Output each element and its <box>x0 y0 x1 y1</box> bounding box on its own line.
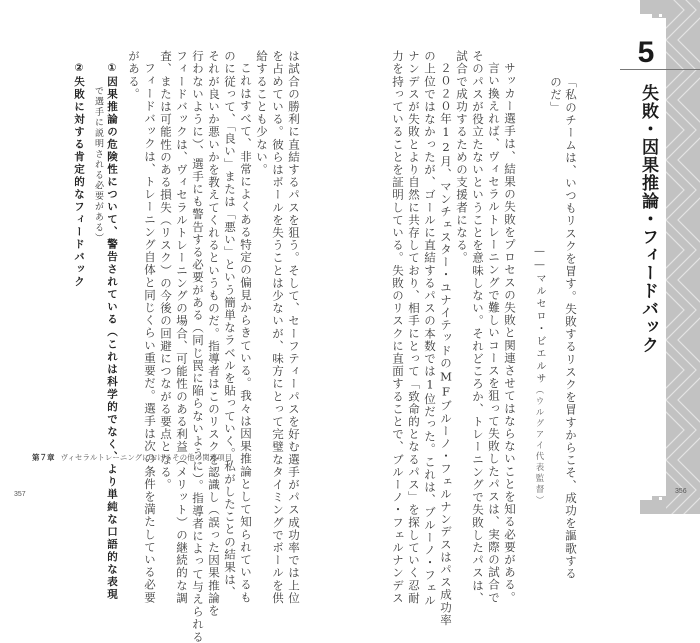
quote-author-note: （ウルグアイ代表監督） <box>534 385 544 507</box>
running-footer <box>32 452 232 463</box>
left-body-line: がある。 <box>127 50 141 101</box>
quote-author: ――マルセロ・ビエルサ <box>534 246 545 386</box>
left-body-line: 査、または可能性のある損失（リスク）の今後の回避につながる要点となる。 <box>159 50 173 491</box>
left-body-line: フィードバックは、トレーニング自体と同じくらい重要だ。選手は次の条件を満たしている必要 <box>143 62 157 604</box>
condition-item-2 <box>72 62 86 289</box>
right-body-line: ナンデスが失敗とより自然に共存しており、相手にとって「致命的となるパス」を探していく忍耐 <box>407 50 421 605</box>
footer-chapter-title: ヴィセラルトレーニングにおけるその他の関連項目 <box>60 453 233 462</box>
left-body-line: は試合の勝利に直結するパスを狙う。そして、セーフティーパスを好む選手がパス成功率では上位 <box>287 50 301 605</box>
right-body-line: 力を持っていることを証明している。失敗のリスクに直面することで、ブルーノ・フェルナンデス <box>391 50 405 605</box>
right-body-line: 試合で成功するための支援者になる。 <box>455 50 469 265</box>
page-number-left: 357 <box>14 491 26 498</box>
condition-text-1: 因果推論の危険性について、警告されている（これは科学的でなく、より単純な口語的な表現 <box>106 76 118 601</box>
notch-square-top <box>659 14 662 17</box>
notch-square-bottom <box>659 497 662 500</box>
left-body-line: それが良いか悪いかを教えてくれるというものだ。指導者はこのリスクを認識し（誤った因果推論を <box>207 50 221 617</box>
condition-marker-1: ① <box>106 62 118 76</box>
left-body-line: 行わないように）、選手にも警告する必要がある（同じ罠に陥らないように）。指導者によって与えられる <box>191 50 205 643</box>
band-notch-top <box>640 0 666 14</box>
chevron-pattern-icon <box>666 0 700 514</box>
band-notch-bottom <box>640 500 666 514</box>
condition-item-1 <box>105 62 119 601</box>
right-body-line: の上位ではなかったが、ゴールに直結するパスの本数では1位だった。これは、ブルーノ・フェル <box>423 50 437 607</box>
right-body-line: サッカー選手は、結果の失敗をプロセスの失敗と関連させてはならないことを知る必要がある。 <box>503 62 517 604</box>
left-body-line: フィードバックは、ヴィセラルトレーニングの場合、可能性のある利益（メリット）の継続的な調 <box>175 50 189 605</box>
quote-attribution <box>532 246 546 507</box>
chapter-band <box>666 0 700 514</box>
right-body-line: 言い換えれば、ヴィセラルトレーニングで難しいコースを狙って失敗したパスは、実際の試合で <box>487 62 501 604</box>
right-body-line: そのパスが役立たないということを意味しない。それどころか、トレーニングで失敗したパスは、 <box>471 50 485 605</box>
left-body-line: のに従って、「良い」または「悪い」という簡単なラベルを貼っていく。私がしたことの結果は、 <box>223 50 237 599</box>
chapter-rule <box>620 69 700 70</box>
chapter-title: 失敗・因果推論・フィードバック <box>638 84 658 354</box>
left-body-line: これはすべて、非常によくある特定の偏見からきている。我々は因果推論として知られているも <box>239 62 253 604</box>
quote-line-1: 「私のチームは、いつもリスクを冒す。失敗するリスクを冒すからこそ、成功を謳歌する <box>564 76 578 580</box>
left-body-line: 給することも少ない。 <box>255 50 269 176</box>
condition-continuation-1: で選手に説明される必要がある） <box>93 86 103 244</box>
chapter-number: 5 <box>637 36 655 69</box>
page-number-right: 356 <box>675 488 687 495</box>
quote-line-2: のだ」 <box>549 76 563 114</box>
condition-text-2: 失敗に対する肯定的なフィードバック <box>73 76 85 289</box>
right-body-line: ２０２０年12月、マンチェスター・ユナイテッドのMFブルーノ・フェルナンデスはパス成功率 <box>439 62 453 627</box>
left-body-line: を占めている。彼らはボールを失うことは少ないが、味方にとって完璧なタイミングでボールを供 <box>271 50 285 605</box>
condition-marker-2: ② <box>73 62 85 76</box>
footer-chapter-label: 第７章 <box>32 453 55 462</box>
